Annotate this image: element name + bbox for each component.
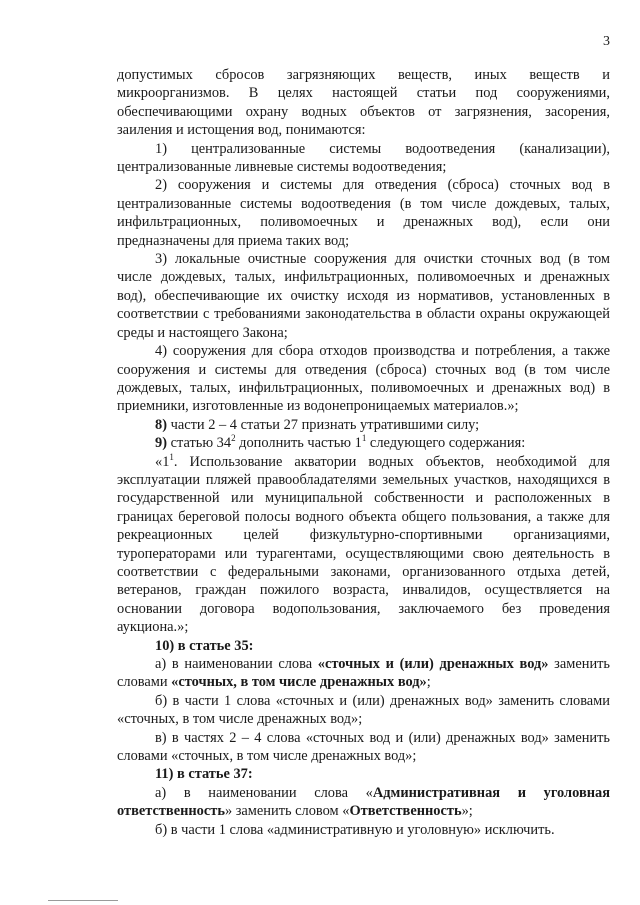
text-run: следующего содержания: <box>366 435 526 452</box>
paragraph-p1 <box>117 66 610 140</box>
superscript: 1 <box>361 433 367 444</box>
paragraph-p4 <box>117 250 610 342</box>
text-run: в) в частях 2 – 4 слова «сточных вод и (или) дренажных вод» заменить словами «сточных, в том числе дренажных вод»; <box>117 729 610 765</box>
text-run: заменить словами <box>117 656 610 691</box>
footer-rule <box>48 900 118 901</box>
paragraph-p14 <box>117 784 610 821</box>
text-run: а) в наименовании слова « <box>155 784 373 801</box>
text-run: 2) сооружения и системы для отведения (сброса) сточных вод в централизованные системы водоотведения (в том числе дождевых, талых, инфильтрационных, поливомоечных и дренажных вод), если они предназначены для приема таких вод; <box>117 177 610 249</box>
bold-text: Административная и уголовная ответственность <box>117 784 610 820</box>
text-run: . Использование акватории водных объектов, необходимой для эксплуатации пляжей правообладателями земельных участков, находящихся в государственной или муниципальной собственности и расположенных в границах береговой полосы водного объекта общего пользования, а также для рекреационных целей физкультурно-спортивными организациями, туроператорами или турагентами, осуществляющими свою деятельность в соответствии с федеральными законами, организованного отдыха детей, ветеранов, граждан пожилого возраста, инвалидов, осуществляется на основании договора водопользования, заключаемого без проведения аукциона.»; <box>117 453 610 636</box>
page-number: 3 <box>603 34 610 49</box>
bold-text: 8) <box>155 416 167 433</box>
bold-text: Ответственность <box>349 803 462 820</box>
text-run: 1) централизованные системы водоотведения (канализации), централизованные ливневые системы водоотведения; <box>117 140 610 176</box>
paragraph-p9 <box>117 637 610 655</box>
paragraph-p7 <box>117 434 610 452</box>
text-run: 3) локальные очистные сооружения для очистки сточных вод (в том числе дождевых, талых, инфильтрационных, поливомоечных и дренажных вод), обеспечивающие их очистку исходя из нормативов, установленных в соответствии с требованиями законодательства в области охраны окружающей среды и настоящего Закона; <box>117 251 610 341</box>
text-run: части 2 – 4 статьи 27 признать утратившими силу; <box>167 416 480 433</box>
text-run: статью 34 <box>167 435 232 452</box>
paragraph-p11 <box>117 692 610 729</box>
paragraph-p12 <box>117 729 610 766</box>
paragraph-p8 <box>117 453 610 637</box>
text-run: допустимых сбросов загрязняющих веществ, иных веществ и микроорганизмов. В целях настоящей статьи под сооружениями, обеспечивающими охрану водных объектов от загрязнения, засорения, заиления и истощения вод, понимаются: <box>117 67 610 139</box>
bold-text: 11) в статье 37: <box>155 766 253 783</box>
text-run: б) в части 1 слова «административную и уголовную» исключить. <box>155 821 555 838</box>
paragraph-p6 <box>117 416 610 434</box>
text-run: б) в части 1 слова «сточных и (или) дренажных вод» заменить словами «сточных, в том числе дренажных вод»; <box>117 692 610 728</box>
text-run: «1 <box>155 453 170 470</box>
paragraph-p10 <box>117 655 610 692</box>
superscript: 2 <box>231 433 236 444</box>
bold-text: «сточных, в том числе дренажных вод» <box>171 674 427 691</box>
paragraph-p15 <box>117 821 610 839</box>
paragraph-p3 <box>117 176 610 250</box>
text-run: дополнить частью 1 <box>235 435 362 452</box>
paragraph-p2 <box>117 140 610 177</box>
bold-text: 10) в статье 35: <box>155 637 254 654</box>
document-body <box>117 66 610 839</box>
text-run: ; <box>426 674 431 691</box>
text-run: 4) сооружения для сбора отходов производства и потребления, а также сооружения и системы для отведения (сброса) сточных вод (в том числе дождевых, талых, инфильтрационных, поливомоечных и дренажных вод) в приемники, изготовленные из водонепроницаемых материалов.»; <box>117 343 610 415</box>
bold-text: 9) <box>155 435 167 452</box>
text-run: » заменить словом « <box>224 803 350 820</box>
paragraph-p5 <box>117 342 610 416</box>
paragraph-p13 <box>117 765 610 783</box>
bold-text: «сточных и (или) дренажных вод» <box>317 656 549 672</box>
text-run: »; <box>461 803 473 820</box>
superscript: 1 <box>169 451 174 462</box>
text-run: а) в наименовании слова <box>155 656 318 672</box>
